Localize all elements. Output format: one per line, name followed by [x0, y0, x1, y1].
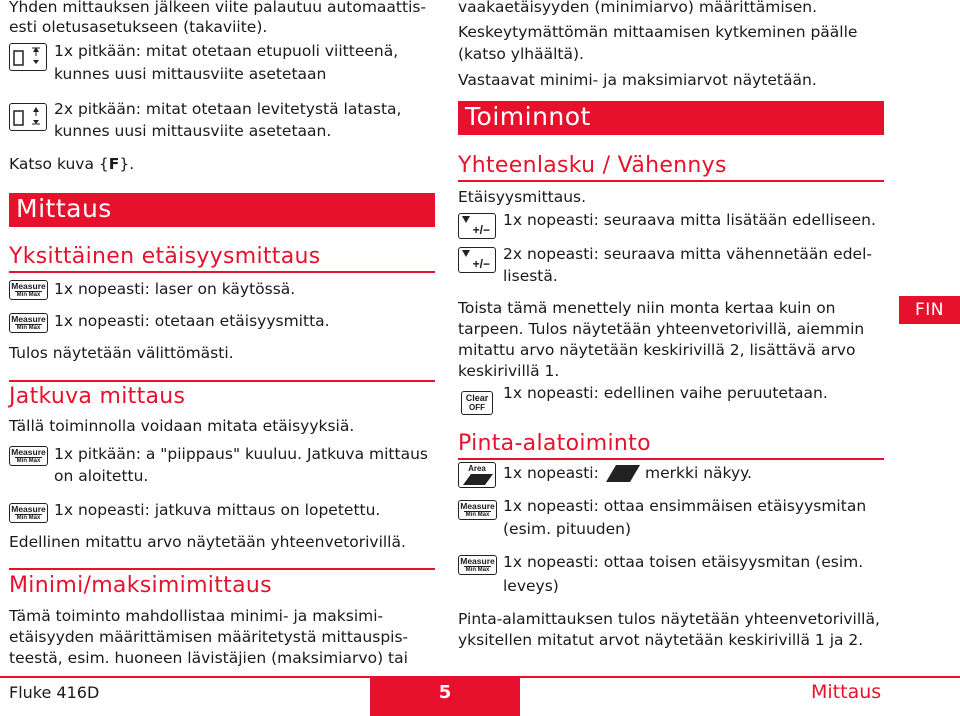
measure-key-sublabel: Min Max [16, 325, 41, 331]
see-figure-ref: F [108, 155, 120, 173]
see-figure [9, 154, 134, 175]
memo2-line-2: kunnes uusi mittausviite asetetaan. [54, 122, 332, 140]
plus-minus-key-icon [458, 247, 496, 273]
measure-key-icon [9, 446, 48, 466]
cont-line-1: vaakaetäisyyden (minimiarvo) määrittämisen. [458, 0, 818, 16]
minmax-title: Minimi/maksimimittaus [9, 573, 272, 598]
continuous-row-1-line-1: 1x pitkään: a "piippaus" kuuluu. Jatkuva mittaus [54, 445, 428, 463]
reference-key-icon [9, 103, 47, 131]
measure-key-icon [458, 555, 497, 575]
minmax-desc-line-1: Tämä toiminto mahdollistaa minimi- ja maksimi- [9, 607, 384, 625]
addsub-row-1: 1x nopeasti: seuraava mitta lisätään edelliseen. [503, 211, 876, 229]
area-row-1-post: merkki näkyy. [645, 464, 753, 482]
measure-key-label: Measure [11, 281, 46, 291]
measure-key-sublabel: Min Max [16, 515, 41, 521]
clear-off-key-icon [461, 391, 493, 415]
measure-key-label: Measure [460, 556, 495, 566]
addsub-para-line-3: mitattu arvo näytetään keskirivillä 2, lisättävä arvo [458, 341, 856, 359]
single-result: Tulos näytetään välittömästi. [9, 344, 234, 362]
single-row-1: 1x nopeasti: laser on käytössä. [54, 280, 296, 298]
area-row-1-pre: 1x nopeasti: [503, 464, 599, 482]
reference-key-icon [9, 43, 47, 71]
single-measure-rule [9, 271, 435, 273]
measure-key-sublabel: Min Max [16, 292, 41, 298]
footer-page-number: 5 [370, 678, 520, 716]
addsub-rule [458, 180, 884, 182]
area-final-line-2: yksitellen mitatut arvot näytetään keskirivillä 1 ja 2. [458, 631, 864, 649]
area-row-3-line-1: 1x nopeasti: ottaa toisen etäisyysmitan (esim. [503, 553, 864, 571]
measure-key-sublabel: Min Max [465, 512, 490, 518]
area-final-line-1: Pinta-alamittauksen tulos näytetään yhteenvetorivillä, [458, 610, 880, 628]
measure-key-icon [9, 280, 48, 300]
clear-key-label: Clear [465, 393, 489, 403]
intro-line-1: Yhden mittauksen jälkeen viite palautuu automaattis- [9, 0, 427, 16]
cont-line-3: (katso ylhäältä). [458, 45, 584, 63]
off-key-label: OFF [469, 403, 485, 412]
measure-key-icon [9, 313, 48, 333]
area-row-2-line-1: 1x nopeasti: ottaa ensimmäisen etäisyysmitan [503, 497, 867, 515]
area-rule [458, 458, 884, 460]
footer-section: Mittaus [811, 681, 882, 703]
addsub-desc: Etäisyysmittaus. [458, 188, 587, 206]
see-figure-post: }. [119, 155, 135, 173]
measure-key-icon [458, 500, 497, 520]
memo1-line-2: kunnes uusi mittausviite asetetaan [54, 65, 327, 83]
clear-row: 1x nopeasti: edellinen vaihe peruutetaan. [503, 384, 828, 402]
section-bar-mittaus: Mittaus [9, 193, 435, 227]
continuous-last: Edellinen mitattu arvo näytetään yhteenvetorivillä. [9, 533, 406, 551]
measure-key-icon [9, 503, 48, 523]
addsub-para-line-1: Toista tämä menettely niin monta kertaa kuin on [458, 299, 836, 317]
area-title: Pinta-alatoiminto [458, 431, 651, 456]
continuous-measure-title: Jatkuva mittaus [9, 384, 186, 409]
minmax-desc-line-3: teestä, esim. huoneen lävistäjien (maksimiarvo) tai [9, 649, 408, 667]
continuous-row-1-line-2: on aloitettu. [54, 467, 149, 485]
measure-key-label: Measure [11, 447, 46, 457]
addsub-title: Yhteenlasku / Vähennys [458, 153, 727, 178]
continuous-row-2: 1x nopeasti: jatkuva mittaus on lopetettu. [54, 501, 381, 519]
plus-minus-key-icon [458, 213, 496, 239]
minmax-desc-line-2: etäisyyden määrittämisen määritetystä mittauspis- [9, 628, 409, 646]
area-symbol-icon [606, 465, 640, 482]
measure-key-label: Measure [460, 501, 495, 511]
measure-key-sublabel: Min Max [16, 458, 41, 464]
memo2-line-1: 2x pitkään: mitat otetaan levitetystä latasta, [54, 100, 402, 118]
plus-minus-key-label: +/− [472, 223, 490, 237]
cont-line-2: Keskeytymättömän mittaamisen kytkeminen päälle [458, 23, 858, 41]
continuous-desc: Tällä toiminnolla voidaan mitata etäisyyksiä. [9, 417, 355, 435]
measure-key-label: Measure [11, 504, 46, 514]
memo1-line-1: 1x pitkään: mitat otetaan etupuoli viitteenä, [54, 42, 399, 60]
single-measure-title: Yksittäinen etäisyysmittaus [9, 244, 321, 269]
addsub-para-line-2: tarpeen. Tulos näytetään yhteenvetorivillä, aiemmin [458, 320, 865, 338]
section-bar-toiminnot: Toiminnot [458, 101, 884, 135]
addsub-row-2-line-1: 2x nopeasti: seuraava mitta vähennetään edel- [503, 245, 872, 263]
area-key-label: Area [468, 464, 486, 473]
addsub-para-line-4: keskirivillä 1. [458, 362, 560, 380]
continuous-measure-rule [9, 380, 435, 382]
measure-key-sublabel: Min Max [465, 567, 490, 573]
addsub-row-2-line-2: lisestä. [503, 267, 558, 285]
area-row-2-line-2: (esim. pituuden) [503, 520, 632, 538]
footer-product: Fluke 416D [9, 683, 100, 702]
see-figure-pre: Katso kuva { [9, 155, 109, 173]
cont-line-4: Vastaavat minimi- ja maksimiarvot näytetään. [458, 71, 817, 89]
intro-line-2: esti oletusasetukseen (takaviite). [9, 18, 268, 36]
plus-minus-key-label: +/− [472, 257, 490, 271]
measure-key-label: Measure [11, 314, 46, 324]
area-row-3-line-2: leveys) [503, 577, 559, 595]
minmax-rule [9, 568, 435, 570]
language-tab: FIN [899, 296, 960, 324]
area-key-icon [458, 462, 496, 488]
single-row-2: 1x nopeasti: otetaan etäisyysmitta. [54, 312, 330, 330]
